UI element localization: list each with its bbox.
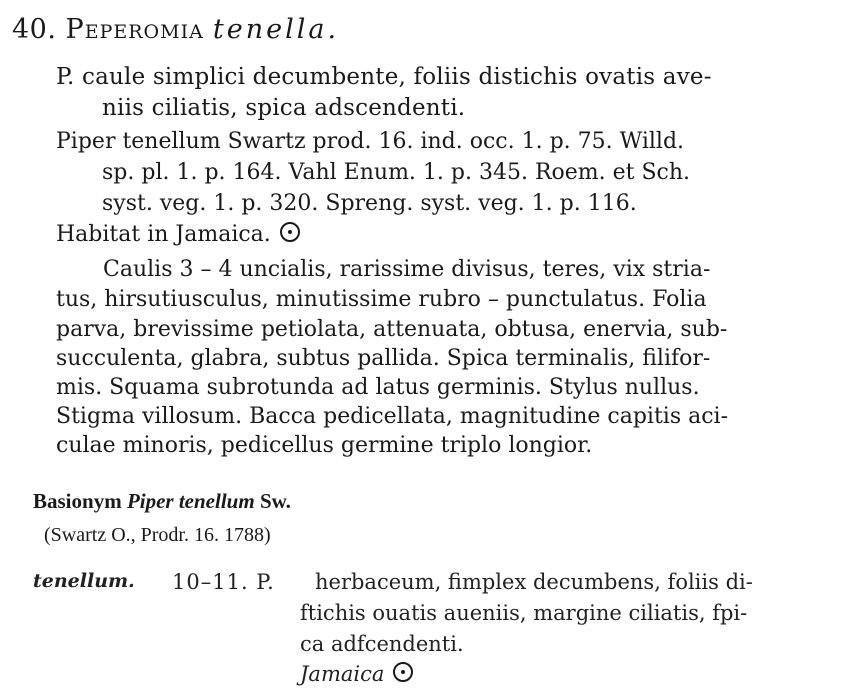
basionym (33, 489, 291, 514)
original-line-2: ftichis ouatis aueniis, margine ciliatis, fpi- (300, 601, 748, 625)
species-heading (12, 14, 339, 45)
habitat (56, 222, 300, 247)
synonymy-line-3: syst. veg. 1. p. 320. Spreng. syst. veg. 1. p. 116. (102, 191, 637, 216)
species-number: 40. (12, 14, 57, 45)
species-epithet: tenella. (212, 14, 340, 45)
diagnosis-line-1: P. caule simplici decumbente, foliis distichis ovatis ave- (56, 64, 712, 90)
original-locality-text: Jamaica (300, 662, 385, 686)
original-line-3: ca adfcendenti. (300, 632, 464, 656)
description-line-7: culae minoris, pedicellus germine triplo longior. (56, 433, 593, 458)
basionym-label: Basionym (33, 489, 122, 513)
original-line-1: herbaceum, fimplex decumbens, foliis di- (315, 570, 753, 594)
basionym-author: Sw. (259, 489, 291, 513)
synonymy-line-2: sp. pl. 1. p. 164. Vahl Enum. 1. p. 345. Roem. et Sch. (102, 160, 691, 185)
basionym-citation: (Swartz O., Prodr. 16. 1788) (44, 524, 271, 546)
description-line-5: mis. Squama subrotunda ad latus germinis. Stylus nullus. (56, 375, 700, 400)
description-line-6: Stigma villosum. Bacca pedicellata, magnitudine capitis aci- (56, 404, 729, 429)
annual-symbol-icon (393, 662, 413, 682)
original-number: 10–11. P. (172, 570, 275, 594)
description-line-2: tus, hirsutiusculus, minutissime rubro – punctulatus. Folia (56, 287, 707, 312)
genus-name: Peperomia (65, 14, 204, 45)
original-locality (300, 662, 413, 686)
annual-symbol-icon (280, 222, 300, 242)
habitat-text: Habitat in Jamaica. (56, 222, 271, 247)
description-line-1: Caulis 3 – 4 uncialis, rarissime divisus, teres, vix stria- (103, 257, 711, 282)
diagnosis-line-2: niis ciliatis, spica adscendenti. (102, 95, 466, 121)
original-key: tenellum. (33, 570, 135, 592)
description-line-3: parva, brevissime petiolata, attenuata, obtusa, enervia, sub- (56, 317, 728, 342)
basionym-name: Piper tenellum (126, 489, 255, 513)
description-line-4: succulenta, glabra, subtus pallida. Spica terminalis, filifor- (56, 346, 711, 371)
synonymy-line-1: Piper tenellum Swartz prod. 16. ind. occ. 1. p. 75. Willd. (56, 129, 685, 154)
